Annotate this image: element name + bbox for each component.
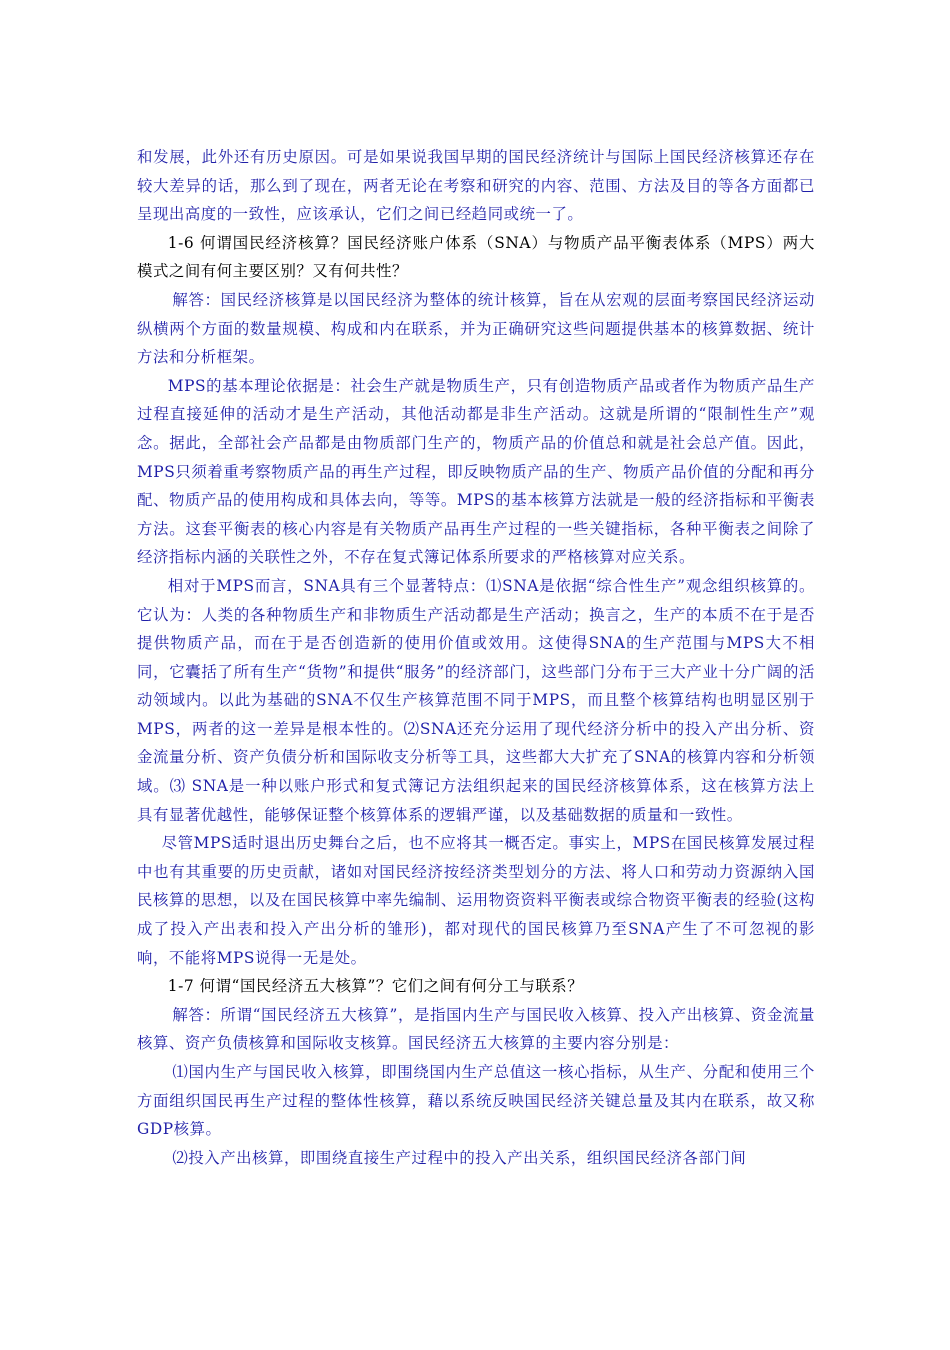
answer-1-6-mps: MPS的基本理论依据是：社会生产就是物质生产，只有创造物质产品或者作为物质产品生产过程直接延伸的活动才是生产活动，其他活动都是非生产活动。这就是所谓的“限制性生产”观念。据此，全部社会产品都是由物质部门生产的，物质产品的价值总和就是社会总产值。因此，MPS只须着重考察物质产品的再生产过程，即反映物质产品的生产、物质产品价值的分配和再分配、物质产品的使用构成和具体去向，等等。MPS的基本核算方法就是一般的经济指标和平衡表方法。这套平衡表的核心内容是有关物质产品再生产过程的一些关键指标，各种平衡表之间除了经济指标内涵的关联性之外，不存在复式簿记体系所要求的严格核算对应关系。 <box>137 376 815 567</box>
document-page <box>137 143 815 1172</box>
answer-1-6-sna: 相对于MPS而言，SNA具有三个显著特点：⑴SNA是依据“综合性生产”观念组织核算的。它认为：人类的各种物质生产和非物质生产活动都是生产活动；换言之，生产的本质不在于是否提供物质产品，而在于是否创造新的使用价值或效用。这使得SNA的生产范围与MPS大不相同，它囊括了所有生产“货物”和提供“服务”的经济部门，这些部门分布于三大产业十分广阔的活动领域内。以此为基础的SNA不仅生产核算范围不同于MPS，而且整个核算结构也明显区别于MPS，两者的这一差异是根本性的。⑵SNA还充分运用了现代经济分析中的投入产出分析、资金流量分析、资产负债分析和国际收支分析等工具，这些都大大扩充了SNA的核算内容和分析领域。⑶ SNA是一种以账户形式和复式簿记方法组织起来的国民经济核算体系，这在核算方法上具有显著优越性，能够保证整个核算体系的逻辑严谨，以及基础数据的质量和一致性。 <box>137 576 815 824</box>
answer-1-7-item-2: ⑵投入产出核算，即围绕直接生产过程中的投入产出关系，组织国民经济各部门间 <box>172 1148 747 1167</box>
paragraph-intro-continuation: 和发展，此外还有历史原因。可是如果说我国早期的国民经济统计与国际上国民经济核算还存在较大差异的话，那么到了现在，两者无论在考察和研究的内容、范围、方法及目的等各方面都已呈现出高度的一致性，应该承认，它们之间已经趋同或统一了。 <box>137 148 815 224</box>
answer-1-6-definition: 解答：国民经济核算是以国民经济为整体的统计核算，旨在从宏观的层面考察国民经济运动纵横两个方面的数量规模、构成和内在联系，并为正确研究这些问题提供基本的核算数据、统计方法和分析框架。 <box>137 290 815 367</box>
answer-1-7-intro: 解答：所谓“国民经济五大核算”，是指国内生产与国民收入核算、投入产出核算、资金流量核算、资产负债核算和国际收支核算。国民经济五大核算的主要内容分别是： <box>137 1005 815 1053</box>
question-1-7: 1-7 何谓“国民经济五大核算”？它们之间有何分工与联系？ <box>167 977 584 996</box>
answer-1-7-item-1: ⑴国内生产与国民收入核算，即围绕国内生产总值这一核心指标，从生产、分配和使用三个方面组织国民再生产过程的整体性核算，藉以系统反映国民经济关键总量及其内在联系，故又称GDP核算。 <box>137 1063 815 1139</box>
answer-1-6-mps-contribution: 尽管MPS适时退出历史舞台之后，也不应将其一概否定。事实上，MPS在国民核算发展过程中也有其重要的历史贡献，诸如对国民经济按经济类型划分的方法、将人口和劳动力资源纳入国民核算的思想，以及在国民核算中率先编制、运用物资资料平衡表或综合物资平衡表的经验(这构成了投入产出表和投入产出分析的雏形)，都对现代的国民核算乃至SNA产生了不可忽视的影响，不能将MPS说得一无是处。 <box>137 834 815 967</box>
question-1-6: 1-6 何谓国民经济核算？国民经济账户体系（SNA）与物质产品平衡表体系（MPS）两大模式之间有何主要区别？又有何共性？ <box>137 233 815 281</box>
